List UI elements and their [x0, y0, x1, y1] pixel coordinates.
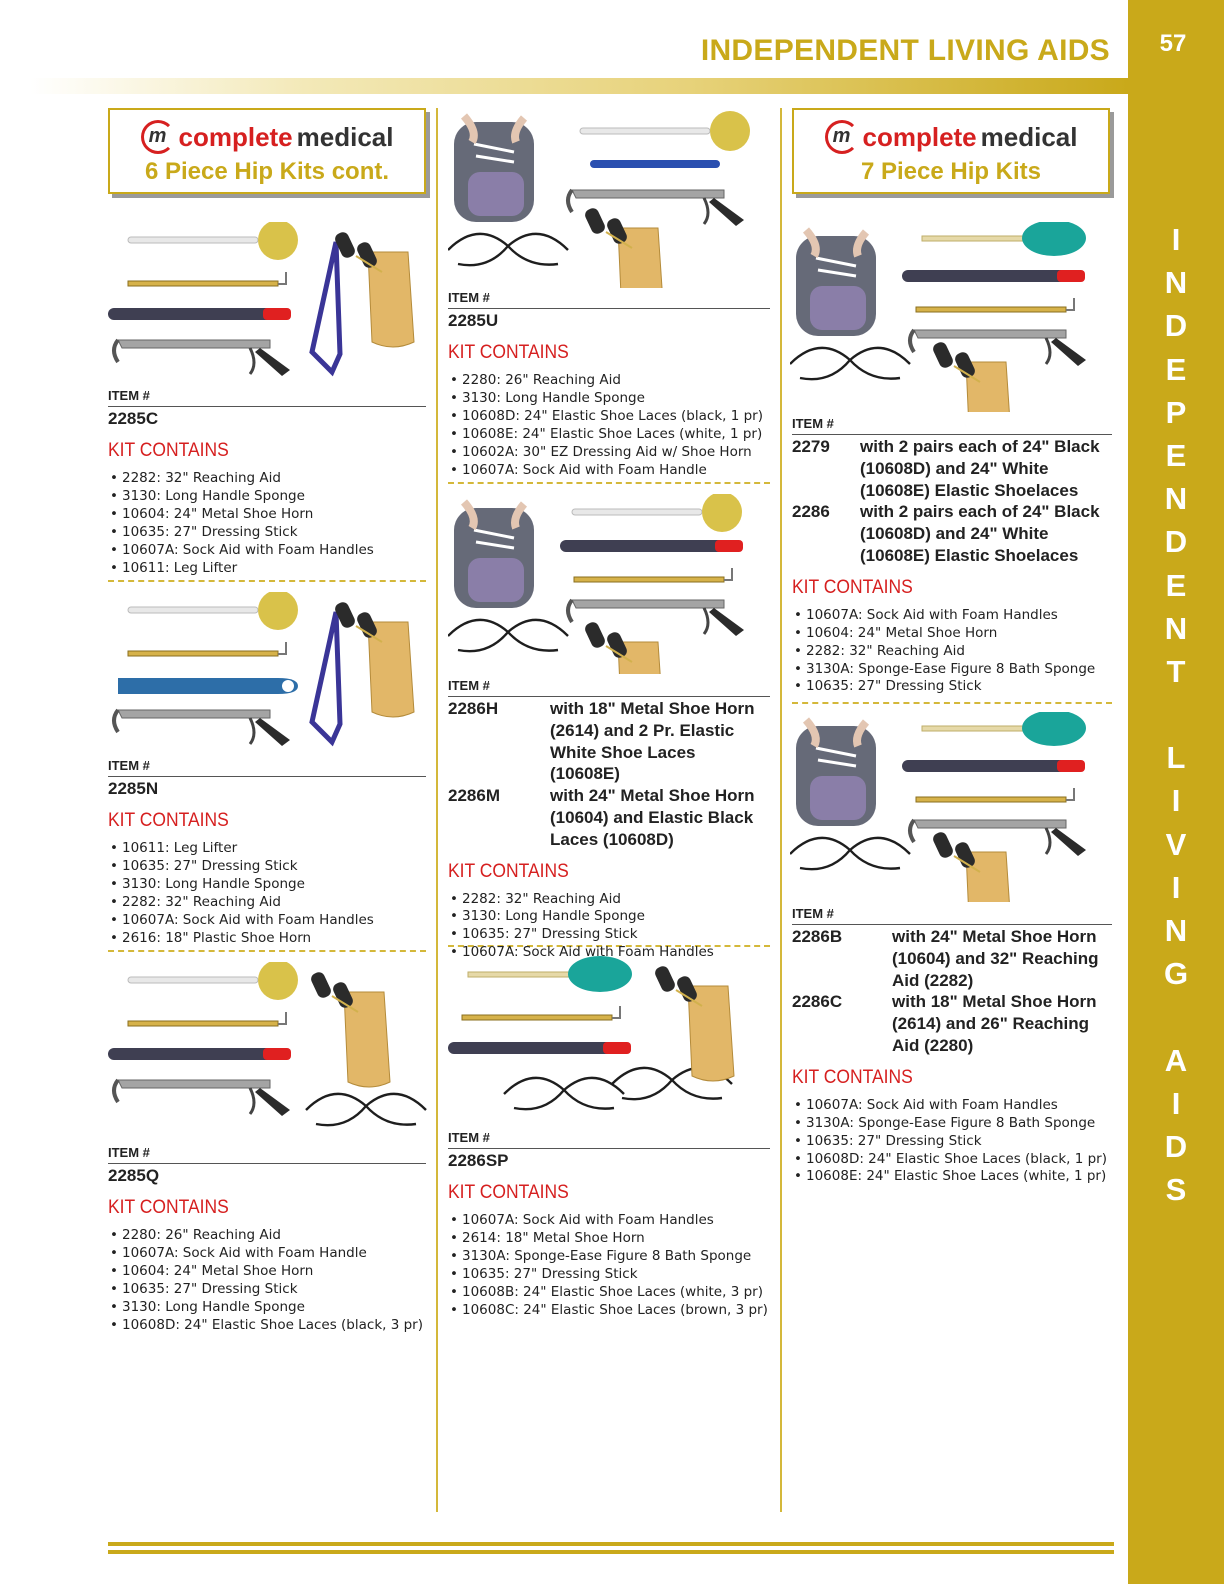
kit-item: • 10635: 27" Dressing Stick — [108, 858, 426, 876]
vertical-letter: G — [1163, 956, 1189, 992]
kit-item: • 10607A: Sock Aid with Foam Handles — [792, 607, 1112, 625]
kit-item: • 10608C: 24" Elastic Shoe Laces (brown, 3 pr) — [448, 1302, 770, 1320]
variant-description-line: (10608D) and 24" White — [860, 458, 1049, 478]
column-divider — [436, 108, 438, 1512]
vertical-letter: I — [1171, 869, 1181, 905]
item-variant — [792, 926, 1112, 991]
vertical-letter: S — [1165, 1172, 1187, 1208]
kit-item: • 10607A: Sock Aid with Foam Handle — [108, 1245, 426, 1263]
kit-item: • 10608B: 24" Elastic Shoe Laces (white, 3 pr) — [448, 1284, 770, 1302]
kit-contents-list — [108, 470, 426, 577]
item-rule — [792, 434, 1112, 435]
item-rule — [448, 308, 770, 309]
kit-item: • 10607A: Sock Aid with Foam Handles — [448, 1212, 770, 1230]
kit-item: • 2282: 32" Reaching Aid — [108, 894, 426, 912]
kit-item: • 10611: Leg Lifter — [108, 560, 426, 578]
variant-description-line: Laces (10608D) — [550, 829, 674, 849]
section-title: 6 Piece Hip Kits cont. — [144, 158, 390, 185]
kit-item: • 10635: 27" Dressing Stick — [448, 926, 770, 944]
kit-contains-heading: KIT CONTAINS — [448, 1182, 569, 1203]
complete-medical-logo: m complete medical — [825, 120, 1078, 154]
kit-contents-list — [448, 1212, 770, 1319]
kit-contains-heading: KIT CONTAINS — [108, 810, 229, 831]
kit-contents-list — [108, 840, 426, 947]
kit-item: • 10604: 24" Metal Shoe Horn — [792, 625, 1112, 643]
kit-item: • 10635: 27" Dressing Stick — [792, 1133, 1112, 1151]
section-separator — [448, 482, 770, 484]
item-code: 2286 — [792, 502, 830, 522]
kit-item: • 10611: Leg Lifter — [108, 840, 426, 858]
kit-contents-list — [448, 891, 770, 963]
brand-box-6-piece — [108, 108, 426, 194]
variant-description-line: with 24" Metal Shoe Horn — [892, 927, 1097, 946]
page-title: INDEPENDENT LIVING AIDS — [700, 34, 1110, 67]
vertical-letter — [1128, 693, 1224, 736]
product-2285n — [108, 758, 426, 947]
item-code: 2286B — [792, 927, 843, 946]
product-2286b-2286c — [792, 906, 1112, 1186]
variant-description-line: (10608D) and 24" White — [860, 524, 1049, 544]
section-title: 7 Piece Hip Kits — [860, 158, 1042, 185]
kit-item: • 10607A: Sock Aid with Foam Handle — [448, 462, 770, 480]
product-2279-2286 — [792, 416, 1112, 696]
item-code: 2286C — [792, 992, 843, 1012]
kit-item: • 3130: Long Handle Sponge — [448, 390, 770, 408]
item-variants — [448, 698, 770, 851]
product-2285u — [448, 290, 770, 479]
section-separator — [108, 950, 426, 952]
kit-item: • 10608D: 24" Elastic Shoe Laces (black, 1 pr) — [448, 408, 770, 426]
page-number: 57 — [1159, 30, 1187, 57]
variant-description — [860, 501, 1112, 566]
kit-contents-list — [792, 1097, 1112, 1187]
kit-item: • 10608E: 24" Elastic Shoe Laces (white, 1 pr) — [448, 426, 770, 444]
item-variant — [448, 785, 770, 850]
variant-description-line: (10608E) Elastic Shoelaces — [860, 480, 1079, 500]
kit-contents-list — [448, 372, 770, 479]
item-variant — [792, 991, 1112, 1056]
variant-description-line: (10604) and Elastic Black — [550, 807, 754, 827]
kit-2285q-image — [108, 962, 428, 1132]
kit-contains-heading: KIT CONTAINS — [108, 1197, 229, 1218]
vertical-letter: E — [1165, 567, 1187, 603]
variant-description — [892, 991, 1112, 1056]
product-2285q — [108, 1145, 426, 1334]
logo-mark-icon: m — [825, 120, 859, 154]
kit-2286h-image — [448, 494, 768, 674]
section-separator — [108, 580, 426, 582]
variant-description-line: Aid (2280) — [892, 1035, 974, 1055]
kit-contents-list — [108, 1227, 426, 1334]
vertical-letter: P — [1165, 394, 1187, 430]
kit-item: • 10635: 27" Dressing Stick — [108, 1281, 426, 1299]
variant-description-line: (2614) and 2 Pr. Elastic — [550, 720, 735, 740]
item-rule — [108, 1163, 426, 1164]
variant-description-line: with 24" Metal Shoe Horn — [550, 786, 755, 806]
variant-description-line: Aid (2282) — [892, 970, 974, 990]
item-variant — [792, 436, 1112, 501]
vertical-letter — [1128, 995, 1224, 1038]
variant-description-line: White Shoe Laces (10608E) — [550, 742, 696, 784]
variant-description — [892, 926, 1112, 991]
vertical-letter: I — [1171, 783, 1181, 819]
item-code: 2285N — [108, 779, 159, 798]
item-code: 2285C — [108, 409, 159, 428]
kit-item: • 3130: Long Handle Sponge — [108, 1299, 426, 1317]
variant-description-line: (10608E) Elastic Shoelaces — [860, 545, 1079, 565]
variant-description — [550, 785, 770, 850]
vertical-letter: I — [1171, 1085, 1181, 1121]
variant-description-line: (10604) and 32" Reaching — [892, 948, 1099, 968]
kit-2286sp-image — [448, 956, 768, 1126]
item-rule — [108, 406, 426, 407]
item-label: ITEM # — [792, 906, 834, 921]
kit-item: • 10607A: Sock Aid with Foam Handles — [448, 944, 770, 962]
kit-item: • 10608D: 24" Elastic Shoe Laces (black, 1 pr) — [792, 1151, 1112, 1169]
item-code: 2286SP — [448, 1151, 509, 1170]
vertical-letter: N — [1164, 610, 1188, 646]
kit-item: • 10635: 27" Dressing Stick — [108, 524, 426, 542]
item-label: ITEM # — [448, 290, 490, 305]
complete-medical-logo: m complete medical — [141, 120, 394, 154]
vertical-letter: E — [1165, 351, 1187, 387]
kit-item: • 3130A: Sponge-Ease Figure 8 Bath Sponge — [792, 1115, 1112, 1133]
kit-2286b-image — [790, 712, 1110, 902]
footer-rule — [108, 1550, 1114, 1554]
item-code: 2285Q — [108, 1166, 160, 1185]
vertical-letter: A — [1164, 1042, 1188, 1078]
kit-contents-list — [792, 607, 1112, 697]
kit-2285c-image — [108, 222, 428, 382]
kit-item: • 10604: 24" Metal Shoe Horn — [108, 506, 426, 524]
kit-item: • 2282: 32" Reaching Aid — [792, 643, 1112, 661]
item-label: ITEM # — [448, 678, 490, 693]
kit-item: • 3130: Long Handle Sponge — [448, 908, 770, 926]
footer-rule — [108, 1542, 1114, 1546]
vertical-letter: E — [1165, 437, 1187, 473]
item-label: ITEM # — [108, 758, 150, 773]
kit-item: • 3130: Long Handle Sponge — [108, 876, 426, 894]
variant-description-line: with 2 pairs each of 24" Black — [860, 437, 1100, 456]
item-code: 2286H — [448, 699, 499, 718]
vertical-letter: D — [1164, 1128, 1188, 1164]
kit-item: • 2280: 26" Reaching Aid — [108, 1227, 426, 1245]
kit-contains-heading: KIT CONTAINS — [448, 860, 569, 882]
kit-2285n-image — [108, 592, 428, 752]
item-label: ITEM # — [448, 1130, 490, 1145]
kit-contains-heading: KIT CONTAINS — [792, 1066, 913, 1088]
kit-item: • 10608E: 24" Elastic Shoe Laces (white, 1 pr) — [792, 1168, 1112, 1186]
vertical-letter: D — [1164, 524, 1188, 560]
kit-item: • 3130: Long Handle Sponge — [108, 488, 426, 506]
item-variants — [792, 436, 1112, 567]
vertical-letter: L — [1166, 740, 1186, 776]
kit-item: • 2280: 26" Reaching Aid — [448, 372, 770, 390]
item-variant — [448, 698, 770, 785]
item-rule — [108, 776, 426, 777]
header-rule — [30, 78, 1128, 94]
kit-item: • 2616: 18" Plastic Shoe Horn — [108, 930, 426, 948]
vertical-letter: N — [1164, 913, 1188, 948]
product-2285c — [108, 388, 426, 577]
item-variants — [792, 926, 1112, 1057]
kit-item: • 10607A: Sock Aid with Foam Handles — [792, 1097, 1112, 1115]
kit-item: • 2282: 32" Reaching Aid — [448, 891, 770, 909]
vertical-letter: I — [1171, 222, 1181, 257]
kit-item: • 10635: 27" Dressing Stick — [792, 678, 1112, 696]
kit-contains-heading: KIT CONTAINS — [792, 576, 913, 598]
item-label: ITEM # — [108, 1145, 150, 1160]
item-rule — [792, 924, 1112, 925]
column-divider — [780, 108, 782, 1512]
kit-item: • 10602A: 30" EZ Dressing Aid w/ Shoe Horn — [448, 444, 770, 462]
product-2286h-2286m — [448, 678, 770, 962]
logo-mark-icon: m — [141, 120, 175, 154]
kit-item: • 10607A: Sock Aid with Foam Handles — [108, 912, 426, 930]
kit-item: • 3130A: Sponge-Ease Figure 8 Bath Sponge — [792, 661, 1112, 679]
vertical-section-label — [1128, 218, 1224, 1211]
kit-item: • 10604: 24" Metal Shoe Horn — [108, 1263, 426, 1281]
item-rule — [448, 696, 770, 697]
vertical-letter: N — [1164, 265, 1188, 301]
kit-2279-image — [790, 222, 1110, 412]
kit-item: • 10635: 27" Dressing Stick — [448, 1266, 770, 1284]
variant-description-line: with 18" Metal Shoe Horn — [550, 699, 755, 718]
brand-box-7-piece — [792, 108, 1110, 194]
product-2286sp — [448, 1130, 770, 1319]
variant-description-line: with 18" Metal Shoe Horn — [892, 992, 1097, 1012]
item-code: 2285U — [448, 311, 499, 330]
vertical-letter: T — [1166, 653, 1186, 689]
vertical-letter: V — [1165, 826, 1187, 862]
variant-description — [860, 436, 1112, 501]
kit-item: • 10608D: 24" Elastic Shoe Laces (black, 3 pr) — [108, 1317, 426, 1335]
variant-description-line: with 2 pairs each of 24" Black — [860, 502, 1100, 522]
kit-item: • 2614: 18" Metal Shoe Horn — [448, 1230, 770, 1248]
item-rule — [448, 1148, 770, 1149]
kit-item: • 3130A: Sponge-Ease Figure 8 Bath Sponge — [448, 1248, 770, 1266]
variant-description-line: (2614) and 26" Reaching — [892, 1014, 1090, 1034]
kit-contains-heading: KIT CONTAINS — [448, 342, 569, 363]
item-code: 2286M — [448, 786, 500, 806]
kit-contains-heading: KIT CONTAINS — [108, 440, 229, 461]
variant-description — [550, 698, 770, 785]
item-label: ITEM # — [792, 416, 834, 431]
section-separator — [792, 702, 1112, 704]
item-variant — [792, 501, 1112, 566]
kit-2285u-image — [448, 108, 768, 288]
kit-item: • 10607A: Sock Aid with Foam Handles — [108, 542, 426, 560]
item-code: 2279 — [792, 437, 830, 456]
vertical-letter: N — [1164, 481, 1188, 517]
vertical-letter: D — [1164, 308, 1188, 344]
kit-item: • 2282: 32" Reaching Aid — [108, 470, 426, 488]
item-label: ITEM # — [108, 388, 150, 403]
